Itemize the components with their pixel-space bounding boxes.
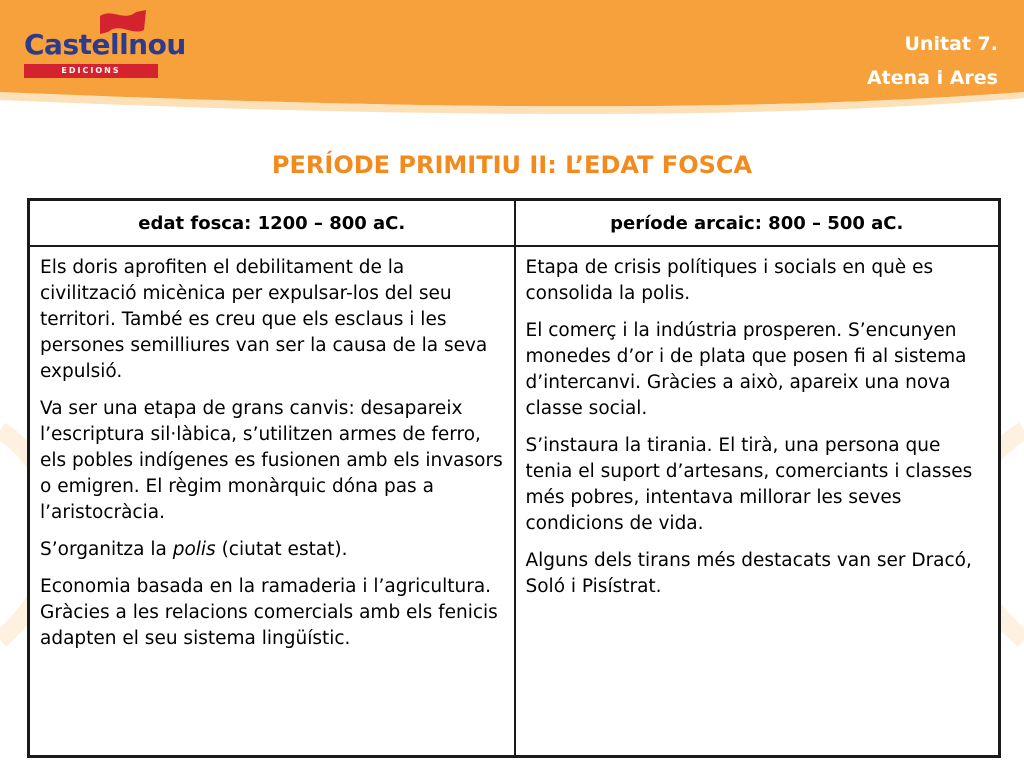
page-title: PERÍODE PRIMITIU II: L’EDAT FOSCA: [271, 151, 753, 179]
text-span: S’organitza la: [40, 539, 173, 560]
logo-name: Castellnou: [24, 28, 186, 61]
logo-subtitle: EDICIONS: [24, 64, 158, 78]
paragraph: [40, 537, 504, 563]
table-header-row: [29, 200, 1000, 247]
paragraph: S’instaura la tirania. El tirà, una persona que tenia el suport d’artesans, comerciants i classes més pobres, intentava millorar les seves condicions de vida.: [525, 435, 973, 534]
table-row: [29, 246, 1000, 757]
paragraph: Els doris aprofiten el debilitament de la civilització micènica per expulsar-los del seu territori. També es creu que els esclaus i les persones semilliures van ser la causa de la seva expulsió.: [40, 257, 488, 382]
paragraph: Alguns dels tirans més destacats van ser Dracó, Soló i Pisístrat.: [525, 550, 972, 597]
paragraph: El comerç i la indústria prosperen. S’encunyen monedes d’or i de plata que posen fi al sistema d’intercanvi. Gràcies a això, apareix una nova classe social.: [525, 320, 967, 419]
unit-topic: Atena i Ares: [866, 67, 998, 89]
paragraph: Va ser una etapa de grans canvis: desapareix l’escriptura sil·làbica, s’utilitzen armes de ferro, els pobles indígenes es fusionen amb els invasors o emigren. El règim monàrquic dóna pas a l’aristocràcia.: [40, 398, 503, 523]
paragraph: Economia basada en la ramaderia i l’agricultura. Gràcies a les relacions comercials amb els fenicis adapten el seu sistema lingüístic.: [40, 576, 498, 649]
unit-number: Unitat 7.: [904, 33, 998, 55]
header-periode-arcaic: període arcaic: 800 – 500 aC.: [515, 200, 1000, 247]
cell-edat-fosca: [29, 246, 515, 757]
unit-label: [867, 34, 998, 88]
italic-term: polis: [172, 539, 216, 560]
castellnou-logo: [24, 8, 186, 78]
paragraph: Etapa de crisis polítiques i socials en què es consolida la polis.: [525, 257, 934, 304]
content-table: [27, 198, 1001, 758]
header-edat-fosca: edat fosca: 1200 – 800 aC.: [29, 200, 515, 247]
cell-periode-arcaic: [515, 246, 1000, 757]
text-span: (ciutat estat).: [215, 539, 348, 560]
